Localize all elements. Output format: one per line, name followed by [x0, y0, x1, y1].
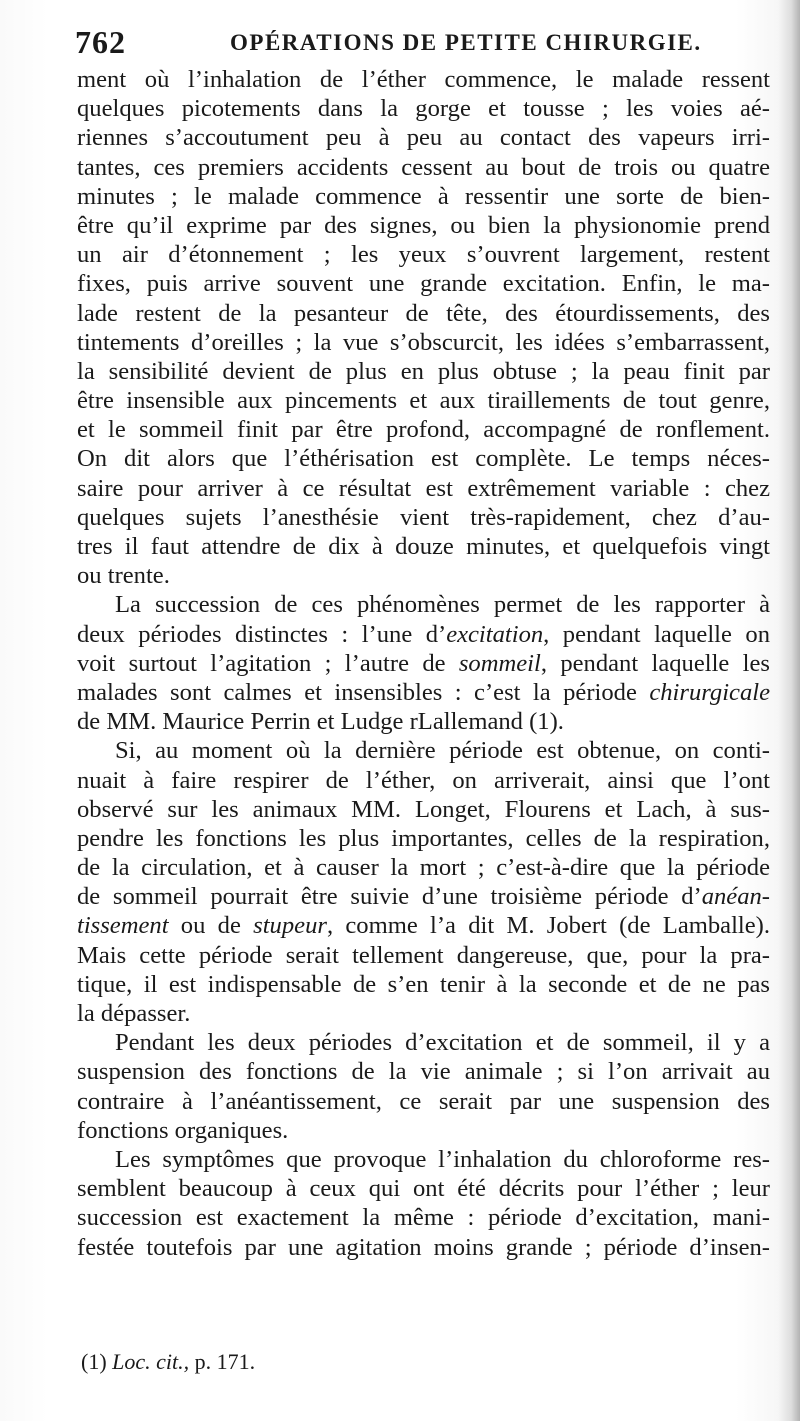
text-line: minutes ; le malade commence à ressentir une sorte de bien-: [77, 182, 770, 210]
text-line: [77, 911, 770, 940]
emphasis-chirurgicale: chirurgicale: [649, 678, 770, 706]
footnote: [81, 1348, 255, 1376]
page-number: 762: [75, 24, 126, 60]
text-line: Les symptômes que provoque l’inhalation du chloroforme res-: [115, 1145, 770, 1173]
text-line: et le sommeil finit par être profond, accompagné de ronflement.: [77, 416, 770, 444]
page-edge-shadow: [778, 0, 800, 1421]
text-line: de la circulation, et à causer la mort ; c’est-à-dire que la période: [77, 854, 770, 882]
text-line: ou trente.: [77, 562, 170, 590]
text-run: de sommeil pourrait être suivie d’une troisième période d’: [77, 883, 702, 911]
text-line: semblent beaucoup à ceux qui ont été décrits pour l’éther ; leur: [77, 1175, 770, 1203]
text-line: tantes, ces premiers accidents cessent au bout de trois ou quatre: [77, 153, 770, 181]
text-line: la sensibilité devient de plus en plus obtuse ; la peau finit par: [77, 357, 770, 385]
text-line: pendre les fonctions les plus importantes, celles de la respiration,: [77, 824, 770, 852]
emphasis-aneantissement: anéan-: [701, 883, 770, 911]
text-run: ou de: [168, 912, 254, 940]
text-run: , pendant laquelle on: [543, 620, 770, 648]
text-line: quelques sujets l’anesthésie vient très-rapidement, chez d’au-: [77, 503, 770, 531]
text-run: , pendant laquelle les: [540, 649, 770, 677]
text-line: [77, 882, 770, 911]
text-line: [77, 678, 770, 707]
text-line: [77, 649, 770, 678]
text-line: succession est exactement la même : période d’excitation, mani-: [77, 1204, 770, 1232]
text-line: tintements d’oreilles ; la vue s’obscurcit, les idées s’embarrassent,: [77, 328, 770, 356]
emphasis-sommeil: sommeil: [458, 649, 541, 677]
text-run: voit surtout l’agitation ; l’autre de: [77, 649, 459, 677]
text-line: tres il faut attendre de dix à douze minutes, et quelquefois vingt: [77, 533, 770, 560]
text-run: , comme l’a dit M. Jobert (de Lamballe).: [326, 912, 770, 940]
text-line: On dit alors que l’éthérisation est complète. Le temps néces-: [77, 445, 770, 473]
text-line: être qu’il exprime par des signes, ou bien la physionomie prend: [77, 211, 770, 239]
text-line: lade restent de la pesanteur de tête, des étourdissements, des: [77, 299, 770, 327]
text-line: fonctions organiques.: [77, 1116, 289, 1144]
text-line: de MM. Maurice Perrin et Ludge rLallemand (1).: [77, 708, 564, 736]
running-title: OPÉRATIONS DE PETITE CHIRURGIE.: [230, 30, 702, 55]
page-header: [75, 22, 775, 62]
text-line: suspension des fonctions de la vie animale ; si l’on arrivait au: [77, 1058, 770, 1086]
text-line: être insensible aux pincements et aux tiraillements de tout genre,: [77, 387, 770, 415]
emphasis-stupeur: stupeur: [253, 912, 327, 940]
text-line: Si, au moment où la dernière période est obtenue, on conti-: [115, 737, 770, 765]
text-line: observé sur les animaux MM. Longet, Flourens et Lach, à sus-: [77, 795, 770, 823]
text-line: fixes, puis arrive souvent une grande excitation. Enfin, le ma-: [77, 270, 770, 298]
footnote-number: (1): [81, 1349, 113, 1374]
text-run: malades sont calmes et insensibles : c’est la période: [77, 678, 650, 706]
body-text: [77, 65, 770, 1262]
text-line: festée toutefois par une agitation moins grande ; période d’insen-: [77, 1233, 770, 1261]
text-line: riennes s’accoutument peu à peu au contact des vapeurs irri-: [77, 124, 770, 152]
emphasis-excitation: excitation: [446, 620, 544, 648]
text-line: la dépasser.: [77, 1000, 191, 1027]
text-line: quelques picotements dans la gorge et tousse ; les voies aé-: [77, 95, 770, 123]
text-line: ment où l’inhalation de l’éther commence, le malade ressent: [77, 66, 770, 93]
text-line: un air d’étonnement ; les yeux s’ouvrent largement, restent: [77, 241, 770, 269]
text-line: nuait à faire respirer de l’éther, on arriverait, ainsi que l’ont: [77, 766, 770, 794]
text-line: Pendant les deux périodes d’excitation et de sommeil, il y a: [115, 1029, 770, 1057]
text-line: contraire à l’anéantissement, ce serait par une suspension des: [77, 1087, 770, 1115]
text-run: deux périodes distinctes : l’une d’: [77, 620, 447, 648]
text-line: Mais cette période serait tellement dangereuse, que, pour la pra-: [77, 941, 770, 969]
emphasis-tissement: tissement: [77, 912, 169, 940]
footnote-reference: Loc. cit.,: [112, 1349, 190, 1374]
text-line: saire pour arriver à ce résultat est extrêmement variable : chez: [77, 474, 770, 502]
footnote-page: p. 171.: [189, 1349, 256, 1374]
text-line: La succession de ces phénomènes permet de les rapporter à: [115, 591, 770, 619]
text-line: [77, 620, 770, 649]
text-line: tique, il est indispensable de s’en tenir à la seconde et de ne pas: [77, 970, 770, 998]
